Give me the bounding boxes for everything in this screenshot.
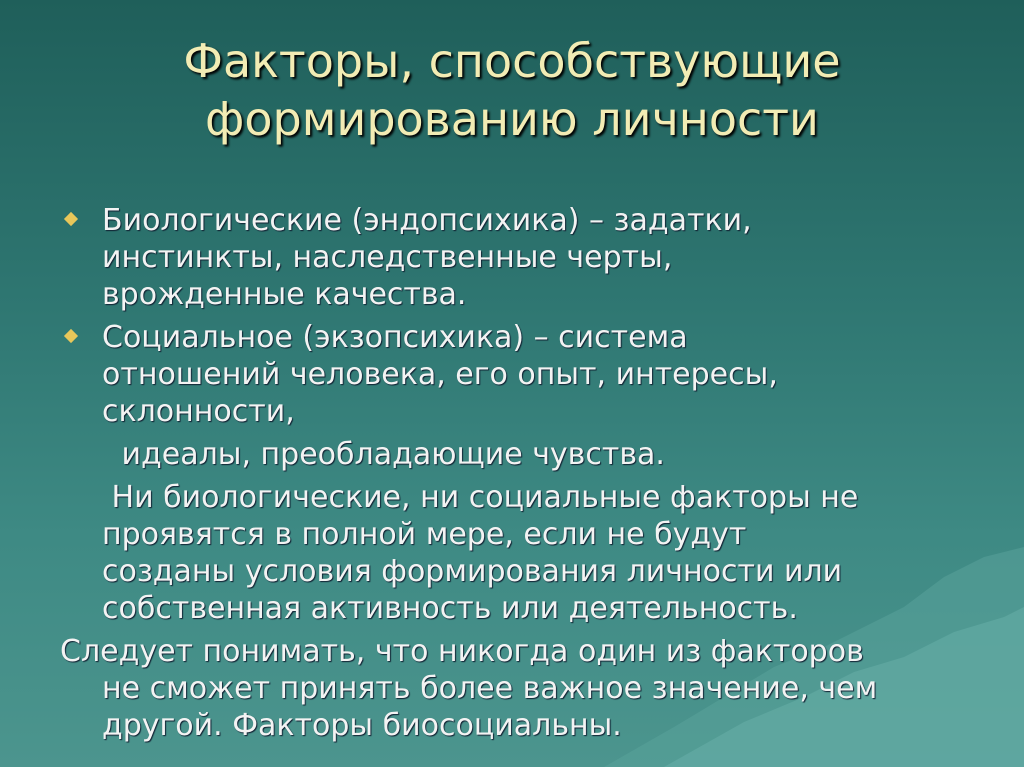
closing-line-1: Следует понимать, что никогда один из факторов	[60, 634, 864, 669]
note-line-3: созданы условия формирования личности или	[102, 554, 843, 589]
diamond-bullet-icon	[64, 212, 78, 226]
bullet-social	[60, 319, 990, 430]
slide-title	[60, 32, 964, 148]
bullet-biological	[60, 202, 990, 313]
factors-note	[60, 479, 990, 627]
bullet-2-line-2: отношений человека, его опыт, интересы,	[102, 357, 778, 392]
bullet-2-line-3: склонности,	[102, 394, 295, 429]
title-line-2: формированию личности	[205, 92, 819, 146]
bullet-2-line-1: Социальное (экзопсихика) – система	[102, 320, 688, 355]
note-line-1: Ни биологические, ни социальные факторы не	[102, 480, 859, 515]
bullet-1-line-2: инстинкты, наследственные черты,	[102, 240, 673, 275]
note-line-2: проявятся в полной мере, если не будут	[102, 517, 747, 552]
closing-statement	[60, 633, 990, 744]
bullet-1-line-3: врожденные качества.	[102, 277, 467, 312]
note-line-4: собственная активность или деятельность.	[102, 591, 798, 626]
social-continuation	[60, 436, 990, 473]
closing-line-3: другой. Факторы биосоциальны.	[102, 708, 622, 743]
bullet-1-line-1: Биологические (эндопсихика) – задатки,	[102, 203, 752, 238]
title-line-1: Факторы, способствующие	[183, 34, 841, 88]
closing-line-2: не сможет принять более важное значение, чем	[102, 671, 878, 706]
continuation-line: идеалы, преобладающие чувства.	[112, 437, 665, 472]
slide-body	[60, 202, 990, 744]
diamond-bullet-icon	[64, 329, 78, 343]
